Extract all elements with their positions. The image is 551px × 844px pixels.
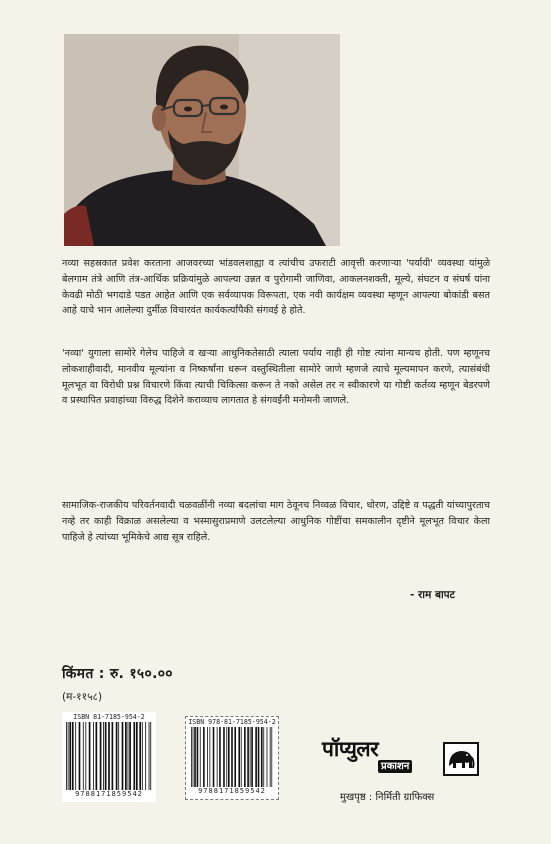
publisher-name: पॉप्युलर xyxy=(322,737,379,761)
author-photo-image xyxy=(64,34,340,246)
publisher-logo xyxy=(322,738,446,778)
description-paragraph-3: सामाजिक-राजकीय परिवर्तनवादी चळवळींनी नव्या बदलांचा माग ठेवूनच निव्वळ विचार, धोरण, उद्दिष्टे व पद्धती यांच्यापुरताच नव्हे तर काही विक्राळ असलेल्या व भस्मासुराप्रमाणे उलटलेल्या आधुनिक गोष्टींचा समकालीन दृष्टीने मूलभूत विचार केला पाहिजे हे त्यांच्या भूमिकेचे आद्य सूत्र राहिले. xyxy=(62,500,490,543)
barcode-isbn-10 xyxy=(62,712,156,802)
catalog-code: (म-११५८) xyxy=(62,691,103,703)
barcode-number: 9788171859542 xyxy=(198,787,266,795)
description-paragraph-1: नव्या सहस्रकात प्रवेश करताना आजवरच्या भांडवलशाह्या व त्यांचीच उफराटी आवृत्ती करणाऱ्या 'पर्यायी' व्यवस्था यांमुळे बेलगाम तंत्रे आणि तंत्र-आर्थिक प्रक्रियांमुळे आपल्या उन्नत व पुरोगामी जाणिवा, आकलनशक्ती, मूल्ये, संघटन व संघर्ष यांना केवढी मोठी भगदाडे पडत आहेत आणि एक सर्वव्यापक विरूपता, एक नवी कार्यक्षम व्यवस्था म्हणून आपल्या बोकांडी बसत आहे याचे भान आलेल्या दुर्मीळ विचारवंत कार्यकर्त्यांपैकी संगवई हे होते. xyxy=(62,258,490,317)
description-paragraph-2: 'नव्या' युगाला सामोरे गेलेच पाहिजे व खऱ्या आधुनिकतेसाठी त्याला पर्याय नाही ही गोष्ट त्यांना मान्यच होती. पण म्हणूनच लोकशाहीवादी, मानवीय मूल्यांना व निष्कर्षांना धरून वस्तुस्थितीला सामोरे जाणे म्हणजे त्याचे मूल्यमापन करणे, त्यासंबंधी मूलभूत वा विरोधी प्रश्न विचारणे किंवा त्याची चिकित्सा करून ते नको असेल तर न स्वीकारणे या गोष्टी कर्तव्य म्हणून बेडरपणे व प्रस्थापित प्रवाहांच्या विरुद्ध दिशेने कराव्याच लागतात हे संगवईंनी मनोमनी जाणले. xyxy=(62,348,490,407)
cover-design-credit: मुखपृष्ठ : निर्मिती ग्राफिक्स xyxy=(340,792,435,803)
barcode-number: 9788171859542 xyxy=(75,790,143,798)
barcode-isbn-text: ISBN 81-7185-954-2 xyxy=(73,713,145,721)
price-label: किंमत : रु. १५०.०० xyxy=(62,666,173,682)
barcode-bars xyxy=(64,722,154,790)
author-photo xyxy=(64,34,340,246)
barcode-isbn-13 xyxy=(185,716,279,800)
author-signature: - राम बापट xyxy=(410,589,455,601)
publisher-subtitle: प्रकाशन xyxy=(378,760,412,773)
barcode-isbn-text: ISBN 978-81-7185-954-2 xyxy=(188,718,276,726)
elephant-icon xyxy=(443,742,479,776)
barcode-bars xyxy=(189,727,275,787)
